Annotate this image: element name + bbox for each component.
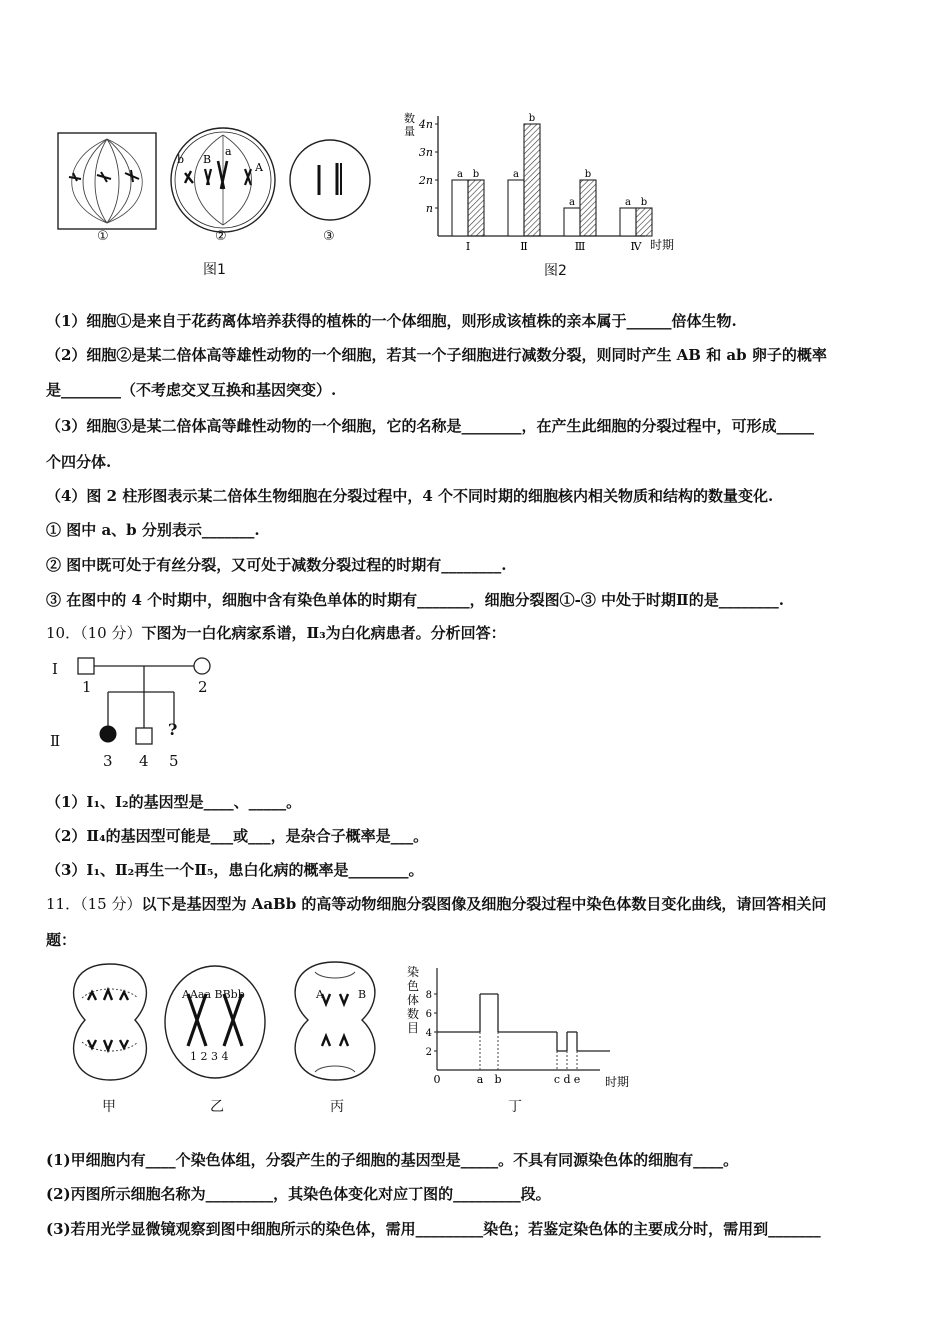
- x-tick-label: Ⅳ: [630, 240, 642, 253]
- bar-b: [524, 124, 540, 236]
- y-tick-label: 4: [425, 1028, 432, 1039]
- cell-bing-drawing: [295, 962, 375, 1080]
- x-tick-label: Ⅱ: [520, 240, 528, 253]
- q9-sub2a: （2）细胞②是某二倍体高等雄性动物的一个细胞，若其一个子细胞进行减数分裂，则同时产生 AB 和 ab 卵子的概率: [46, 346, 827, 364]
- pedigree-chart: [48, 652, 228, 772]
- bing-gene-B: B: [358, 988, 367, 1001]
- q11-sub3: (3)若用光学显微镜观察到图中细胞所示的染色体，需用_________染色；若鉴定染色体的主要成分时，需用到_______: [46, 1220, 821, 1238]
- cap-yi: 乙: [210, 1099, 224, 1115]
- cell-2-drawing: [171, 128, 275, 232]
- figure-1: [55, 125, 385, 280]
- q9-sub2b: 是________（不考虑交叉互换和基因突变）.: [46, 381, 337, 399]
- bar-b: [580, 180, 596, 236]
- y-axis-label-char: 目: [407, 1021, 420, 1035]
- figure-2: [400, 108, 690, 283]
- pedigree-gen-1: Ⅰ: [52, 660, 58, 678]
- bing-gene-A: A: [316, 988, 324, 1001]
- bar-a: [620, 208, 636, 236]
- cap-jia: 甲: [102, 1099, 116, 1115]
- x-tick-label: b: [494, 1073, 502, 1086]
- svg-text:a: a: [225, 145, 232, 158]
- cell-3-drawing: [290, 140, 370, 220]
- q11-sub1: (1)甲细胞内有____个染色体组，分裂产生的子细胞的基因型是_____。不具有同源染色体的细胞有____。: [46, 1151, 739, 1169]
- q11-number: 11．: [46, 895, 81, 913]
- q11-heading: [46, 894, 826, 914]
- q11-score: （15 分）: [80, 895, 142, 913]
- pedigree-num-4: 4: [139, 752, 149, 770]
- svg-text:A: A: [255, 161, 263, 174]
- bar-label-a: a: [569, 197, 575, 208]
- yi-genes-top: AAaa BBbb: [182, 988, 245, 1001]
- bar-label-a: a: [513, 169, 519, 180]
- y-tick-label: 6: [425, 1009, 432, 1020]
- x-tick-label: Ⅲ: [574, 240, 586, 253]
- x-axis-label: 时期: [605, 1075, 630, 1089]
- pedigree-num-2: 2: [198, 678, 208, 696]
- fig2-caption: 图2: [544, 263, 567, 279]
- q10-heading: [46, 623, 506, 643]
- q10-sub2: （2）Ⅱ₄的基因型可能是___或___，是杂合子概率是___。: [46, 827, 429, 845]
- q10-score: （10 分）: [80, 624, 142, 642]
- bar-label-a: a: [625, 197, 631, 208]
- bar-a: [564, 208, 580, 236]
- bar-a: [452, 180, 468, 236]
- pedigree-drawing: [48, 652, 228, 772]
- y-axis-label-char: 体: [407, 993, 420, 1007]
- q9-sub1: （1）细胞①是来自于花药离体培养获得的植株的一个体细胞，则形成该植株的亲本属于______倍体生物.: [46, 312, 737, 330]
- y-tick-label: 4n: [418, 118, 433, 131]
- x-tick-label: d: [563, 1073, 571, 1086]
- fig1-caption: 图1: [203, 262, 226, 278]
- q11-cells-drawing: [60, 958, 390, 1088]
- svg-text:b: b: [177, 153, 185, 166]
- pedigree-num-1: 1: [82, 678, 92, 696]
- y-axis-label-char: 色: [407, 979, 420, 993]
- bar-label-b: b: [584, 169, 592, 180]
- bar-label-b: b: [528, 113, 536, 124]
- pedigree-num-3: 3: [103, 752, 113, 770]
- cell-3-label: ③: [323, 229, 335, 244]
- cell-1-drawing: [58, 133, 156, 229]
- y-tick-label: 2: [425, 1047, 432, 1058]
- q10-sub1: （1）Ⅰ₁、Ⅰ₂的基因型是____、_____。: [46, 793, 302, 811]
- x-tick-label: 0: [433, 1073, 441, 1086]
- y-tick-label: n: [425, 202, 433, 215]
- cell-jia-drawing: [74, 964, 147, 1080]
- q11-title-b: 题：: [46, 931, 77, 949]
- q9-sub4-3: ③ 在图中的 4 个时期中，细胞中含有染色单体的时期有_______，细胞分裂图①-③ 中处于时期Ⅱ的是________.: [46, 591, 784, 609]
- q11-title-a: 以下是基因型为 AaBb 的高等动物细胞分裂图像及细胞分裂过程中染色体数目变化曲线，请回答相关问: [141, 895, 827, 913]
- pedigree-unknown: ?: [168, 720, 178, 739]
- bar-label-a: a: [457, 169, 463, 180]
- x-tick-label: c: [553, 1073, 561, 1086]
- q9-sub4-2: ② 图中既可处于有丝分裂，又可处于减数分裂过程的时期有________.: [46, 556, 507, 574]
- q10-number: 10．: [46, 624, 81, 642]
- q11-sub2: (2)丙图所示细胞名称为_________，其染色体变化对应丁图的_________段。: [46, 1185, 551, 1203]
- q10-sub3: （3）Ⅰ₁、Ⅱ₂再生一个Ⅱ₅，患白化病的概率是________。: [46, 861, 424, 879]
- svg-text:B: B: [203, 153, 212, 166]
- y-axis-label-char: 数: [407, 1007, 420, 1021]
- q9-sub4-1: ① 图中 a、b 分别表示_______.: [46, 521, 260, 539]
- yi-chromosome-numbers: 1 2 3 4: [190, 1050, 229, 1063]
- pedigree-gen-2: Ⅱ: [50, 732, 61, 750]
- y-tick-label: 3n: [418, 146, 433, 159]
- x-tick-label: a: [476, 1073, 484, 1086]
- cap-ding: 丁: [508, 1099, 522, 1115]
- q9-sub3b: 个四分体.: [46, 453, 112, 471]
- q10-title: 下图为一白化病家系谱，Ⅱ₃为白化病患者。分析回答：: [141, 624, 506, 642]
- cap-bing: 丙: [330, 1099, 344, 1115]
- cell-2-label: ②: [215, 229, 227, 244]
- bar-label-b: b: [472, 169, 480, 180]
- bar-label-b: b: [640, 197, 648, 208]
- y-axis-label-char: 染: [407, 965, 420, 979]
- pedigree-num-5: 5: [169, 752, 179, 770]
- cell-1-label: ①: [97, 229, 109, 244]
- bar-b: [468, 180, 484, 236]
- q9-sub4: （4）图 2 柱形图表示某二倍体生物细胞在分裂过程中，4 个不同时期的细胞核内相关物质和结构的数量变化.: [46, 487, 774, 505]
- y-tick-label: 2n: [418, 174, 433, 187]
- bar-chart: [400, 108, 690, 258]
- bar-b: [636, 208, 652, 236]
- q9-sub3a: （3）细胞③是某二倍体高等雌性动物的一个细胞，它的名称是________，在产生此细胞的分裂过程中，可形成_____: [46, 417, 814, 435]
- y-axis-label-2: 量: [404, 125, 415, 138]
- y-axis-label-1: 数: [404, 112, 415, 125]
- bar-a: [508, 180, 524, 236]
- figure-q11: [60, 958, 660, 1118]
- x-axis-label: 时期: [650, 238, 675, 252]
- x-tick-label: Ⅰ: [465, 240, 471, 253]
- x-tick-label: e: [573, 1073, 581, 1086]
- fig1-cells-drawing: [55, 125, 385, 245]
- y-tick-label: 8: [425, 990, 432, 1001]
- step-chart: [405, 962, 645, 1102]
